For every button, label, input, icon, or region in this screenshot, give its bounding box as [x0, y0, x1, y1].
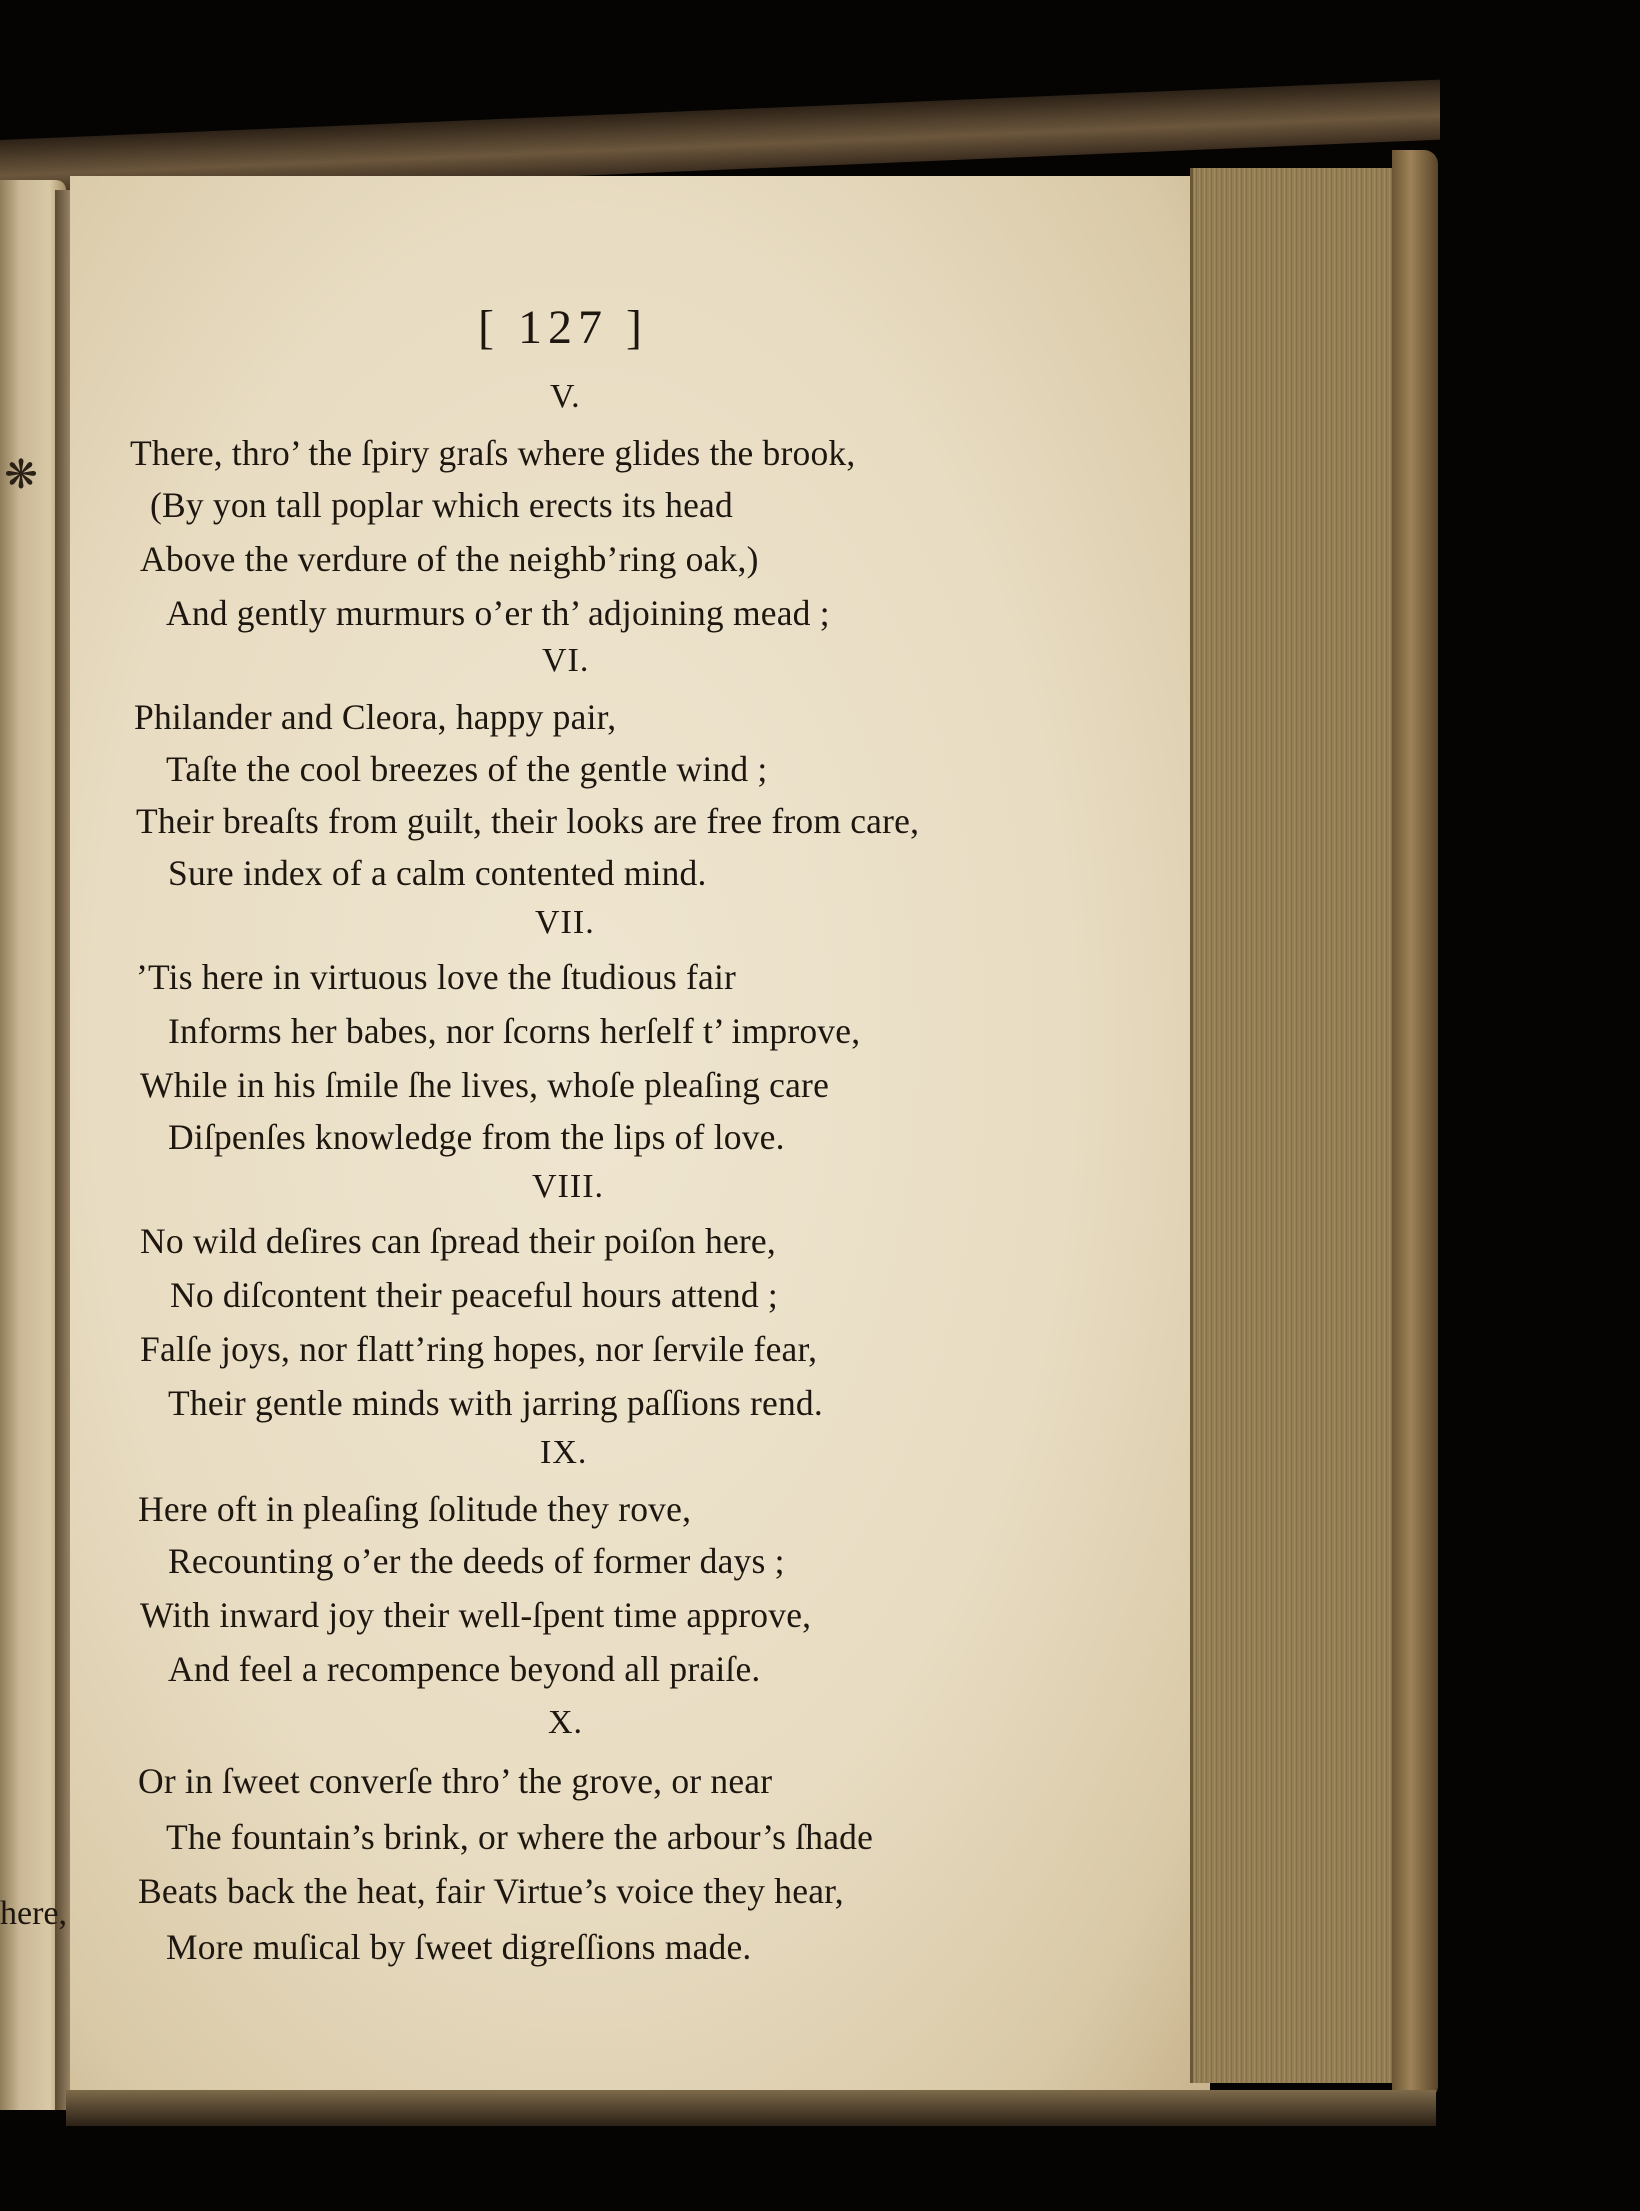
left-page-edge-word: here,: [0, 1895, 68, 1932]
stanza-numeral: V.: [550, 378, 581, 415]
stanza-numeral: VIII.: [532, 1168, 605, 1205]
verse-line: Falſe joys, nor flatt’ring hopes, nor ſervile fear,: [140, 1329, 818, 1369]
verse-line: No diſcontent their peaceful hours attend ;: [170, 1275, 778, 1315]
verse-line: And gently murmurs o’er th’ adjoining mead ;: [166, 593, 830, 633]
verse-line: Recounting o’er the deeds of former days ;: [168, 1541, 785, 1581]
stanza-numeral: VII.: [535, 904, 595, 941]
verse-line: ’Tis here in virtuous love the ſtudious fair: [136, 957, 737, 997]
verse-line: Taſte the cool breezes of the gentle wind ;: [166, 749, 768, 789]
verse-line: Beats back the heat, fair Virtue’s voice they hear,: [138, 1871, 844, 1911]
ornament-icon: ❋: [4, 452, 38, 498]
verse-line: With inward joy their well-ſpent time approve,: [140, 1595, 812, 1635]
verse-line: Informs her babes, nor ſcorns herſelf t’ improve,: [168, 1011, 861, 1051]
verse-line: Or in ſweet converſe thro’ the grove, or near: [138, 1761, 773, 1801]
verse-line: No wild deſires can ſpread their poiſon here,: [140, 1221, 776, 1261]
stanza-numeral: IX.: [540, 1434, 588, 1471]
verse-line: Here oft in pleaſing ſolitude they rove,: [138, 1489, 692, 1529]
verse-line: Their breaſts from guilt, their looks are free from care,: [136, 801, 920, 841]
verse-line: (By yon tall poplar which erects its head: [150, 485, 733, 525]
verse-line: While in his ſmile ſhe lives, whoſe pleaſing care: [140, 1065, 830, 1105]
verse-line: Diſpenſes knowledge from the lips of love.: [168, 1117, 785, 1157]
verse-line: Philander and Cleora, happy pair,: [134, 697, 617, 737]
verse-line: There, thro’ the ſpiry graſs where glides the brook,: [130, 433, 856, 473]
verse-line: Above the verdure of the neighb’ring oak,): [140, 539, 759, 579]
verse-line: The fountain’s brink, or where the arbour’s ſhade: [166, 1817, 874, 1857]
verse-line: More muſical by ſweet digreſſions made.: [166, 1927, 752, 1967]
stanza-numeral: VI.: [542, 642, 590, 679]
verse-line: And feel a recompence beyond all praiſe.: [168, 1649, 761, 1689]
verse-line: Their gentle minds with jarring paſſions rend.: [168, 1383, 823, 1423]
verse-line: Sure index of a calm contented mind.: [168, 853, 707, 893]
page-number: [ 127 ]: [478, 301, 648, 354]
stanza-numeral: X.: [548, 1704, 584, 1741]
